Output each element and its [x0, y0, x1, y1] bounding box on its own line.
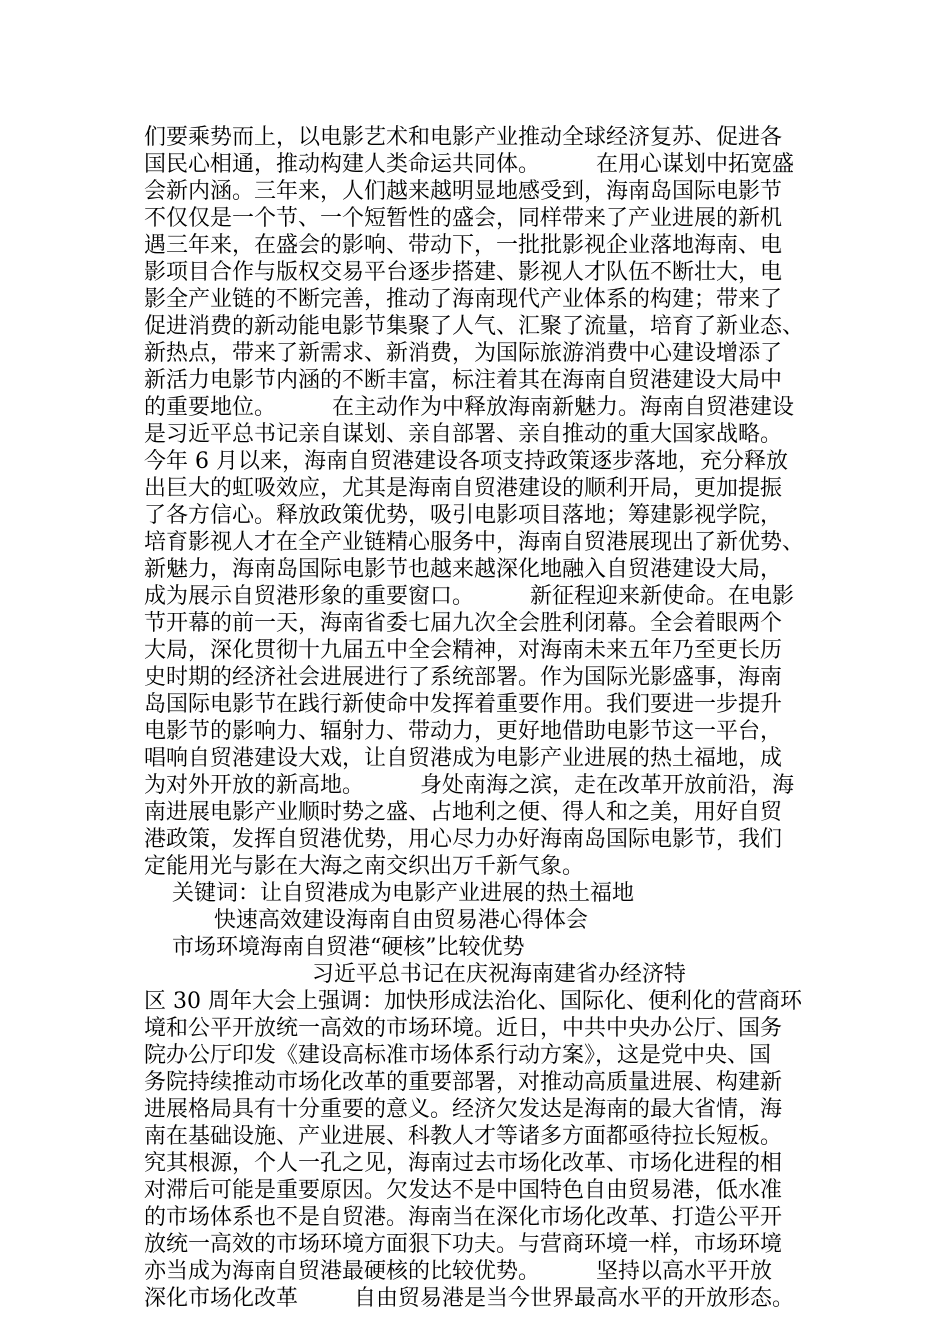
- body-text-line: 南进展电影产业顺时势之盛、占地利之便、得人和之美，用好自贸: [144, 800, 783, 825]
- body-text-line: 新热点，带来了新需求、新消费，为国际旅游消费中心建设增添了: [144, 341, 783, 366]
- body-text-line: 史时期的经济社会进展进行了系统部署。作为国际光影盛事，海南: [144, 665, 783, 690]
- body-text-line: 成为展示自贸港形象的重要窗口。 新征程迎来新使命。在电影: [144, 584, 794, 609]
- body-text-line: 不仅仅是一个节、一个短暂性的盛会，同样带来了产业进展的新机: [144, 206, 783, 231]
- body-text-line: 影项目合作与版权交易平台逐步搭建、影视人才队伍不断壮大，电: [144, 260, 783, 285]
- body-text-line: 区 30 周年大会上强调：加快形成法治化、国际化、便利化的营商环: [144, 989, 802, 1014]
- body-text-line: 的重要地位。 在主动作为中释放海南新魅力。海南自贸港建设: [144, 395, 794, 420]
- section-subtitle: 市场环境海南自贸港“硬核”比较优势: [144, 935, 525, 960]
- body-text-line: 为对外开放的新高地。 身处南海之滨，走在改革开放前沿，海: [144, 773, 794, 798]
- body-text-line: 放统一高效的市场环境方面狠下功夫。与营商环境一样，市场环境: [144, 1232, 783, 1257]
- keywords-line: 关键词：让自贸港成为电影产业进展的热土福地: [144, 881, 634, 906]
- body-text-line: 培育影视人才在全产业链精心服务中，海南自贸港展现出了新优势、: [144, 530, 805, 555]
- body-text-line: 究其根源，个人一孔之见，海南过去市场化改革、市场化进程的相: [144, 1151, 783, 1176]
- body-text-line: 是习近平总书记亲自谋划、亲自部署、亲自推动的重大国家战略。: [144, 422, 783, 447]
- body-text-line: 新魅力，海南岛国际电影节也越来越深化地融入自贸港建设大局，: [144, 557, 783, 582]
- body-text-line: 定能用光与影在大海之南交织出万千新气象。: [144, 854, 585, 879]
- body-text-line: 们要乘势而上，以电影艺术和电影产业推动全球经济复苏、促进各: [144, 125, 783, 150]
- body-text-line: 唱响自贸港建设大戏，让自贸港成为电影产业进展的热土福地，成: [144, 746, 783, 771]
- body-text-line: 会新内涵。三年来，人们越来越明显地感受到，海南岛国际电影节: [144, 179, 783, 204]
- body-text-line: 境和公平开放统一高效的市场环境。近日，中共中央办公厅、国务: [144, 1016, 783, 1041]
- body-text-line: 岛国际电影节在践行新使命中发挥着重要作用。我们要进一步提升: [144, 692, 783, 717]
- body-text-line: 影全产业链的不断完善，推动了海南现代产业体系的构建；带来了: [144, 287, 783, 312]
- body-text-line: 务院持续推动市场化改革的重要部署，对推动高质量进展、构建新: [144, 1070, 783, 1095]
- body-text-line: 出巨大的虹吸效应，尤其是海南自贸港建设的顺利开局，更加提振: [144, 476, 783, 501]
- body-text-line: 了各方信心。释放政策优势，吸引电影项目落地；筹建影视学院，: [144, 503, 783, 528]
- body-text-line: 促进消费的新动能电影节集聚了人气、汇聚了流量，培育了新业态、: [144, 314, 805, 339]
- body-text-line: 港政策，发挥自贸港优势，用心尽力办好海南岛国际电影节，我们: [144, 827, 783, 852]
- body-text-line: 国民心相通，推动构建人类命运共同体。 在用心谋划中拓宽盛: [144, 152, 794, 177]
- body-text-line: 电影节的影响力、辐射力、带动力，更好地借助电影节这一平台，: [144, 719, 783, 744]
- body-text-line: 对滞后可能是重要原因。欠发达不是中国特色自由贸易港，低水准: [144, 1178, 783, 1203]
- body-text-line: 院办公厅印发《建设高标准市场体系行动方案》，这是党中央、国: [144, 1043, 772, 1068]
- body-text-line: 亦当成为海南自贸港最硬核的比较优势。 坚持以高水平开放: [144, 1259, 772, 1284]
- body-text-line: 南在基础设施、产业进展、科教人才等诸多方面都亟待拉长短板。: [144, 1124, 783, 1149]
- body-text-line: 深化市场化改革 自由贸易港是当今世界最高水平的开放形态。: [144, 1286, 794, 1311]
- section-title: 快速高效建设海南自由贸易港心得体会: [144, 908, 588, 933]
- body-text-line: 新活力电影节内涵的不断丰富，标注着其在海南自贸港建设大局中: [144, 368, 783, 393]
- body-text-line: 进展格局具有十分重要的意义。经济欠发达是海南的最大省情，海: [144, 1097, 783, 1122]
- body-text-line: 习近平总书记在庆祝海南建省办经济特: [144, 962, 686, 987]
- body-text-line: 遇三年来，在盛会的影响、带动下，一批批影视企业落地海南、电: [144, 233, 783, 258]
- body-text-line: 节开幕的前一天，海南省委七届九次全会胜利闭幕。全会着眼两个: [144, 611, 783, 636]
- body-text-line: 今年 6 月以来，海南自贸港建设各项支持政策逐步落地，充分释放: [144, 449, 788, 474]
- body-text-line: 大局，深化贯彻十九届五中全会精神，对海南未来五年乃至更长历: [144, 638, 783, 663]
- body-text-line: 的市场体系也不是自贸港。海南当在深化市场化改革、打造公平开: [144, 1205, 783, 1230]
